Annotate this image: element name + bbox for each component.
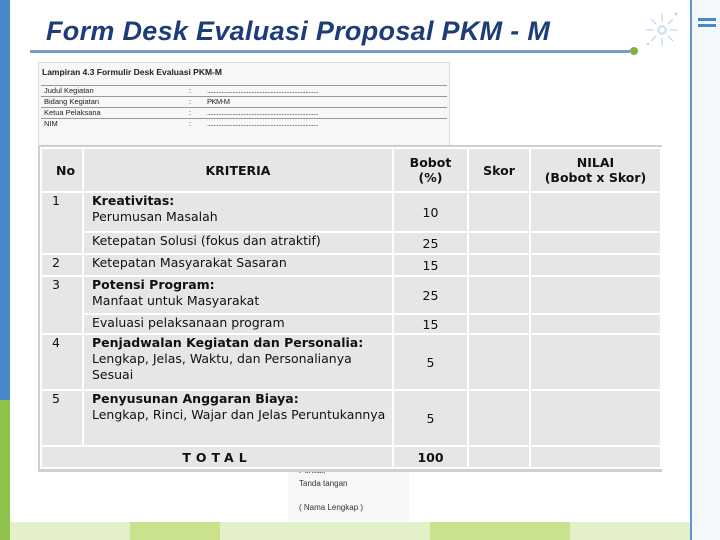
criteria-text: Lengkap, Jelas, Waktu, dan Personalianya Sesuai	[92, 351, 352, 382]
criteria-table	[40, 147, 662, 469]
skor-cell[interactable]	[468, 314, 530, 334]
skor-cell[interactable]	[468, 254, 530, 276]
right-side-panel	[690, 0, 720, 540]
criteria-text: Evaluasi pelaksanaan program	[83, 314, 393, 334]
table-row	[41, 314, 661, 334]
form-field-label: NIM	[44, 119, 58, 128]
row-number: 5	[41, 390, 83, 446]
bobot-cell: 5	[393, 334, 468, 390]
skor-cell[interactable]	[468, 390, 530, 446]
criteria-cell	[83, 390, 393, 446]
slide-title: Form Desk Evaluasi Proposal PKM - M	[46, 16, 551, 46]
signature-line: Tanda tangan	[299, 479, 348, 488]
table-row	[41, 276, 661, 314]
table-row	[41, 390, 661, 446]
skor-cell[interactable]	[468, 276, 530, 314]
form-header-scan	[38, 62, 450, 147]
nilai-cell[interactable]	[530, 254, 661, 276]
sparkle-logo-icon	[638, 4, 686, 52]
nilai-cell[interactable]	[530, 314, 661, 334]
header-kriteria: KRITERIA	[83, 148, 393, 192]
criteria-cell	[83, 276, 393, 314]
form-field-value: ......................................................................	[207, 108, 318, 117]
form-field-colon: :	[189, 97, 192, 106]
nilai-cell[interactable]	[530, 232, 661, 254]
criteria-text: Perumusan Masalah	[92, 209, 218, 224]
total-skor-cell[interactable]	[468, 446, 530, 468]
table-row	[41, 334, 661, 390]
total-nilai-cell[interactable]	[530, 446, 661, 468]
header-bobot-line2: (%)	[418, 170, 443, 185]
table-row	[41, 232, 661, 254]
left-accent-stripe	[0, 0, 10, 540]
bobot-cell: 25	[393, 232, 468, 254]
left-stripe-blue	[0, 0, 10, 400]
criteria-table-frame	[38, 145, 662, 472]
row-number: 4	[41, 334, 83, 390]
nilai-cell[interactable]	[530, 192, 661, 232]
table-total-row	[41, 446, 661, 468]
nilai-cell[interactable]	[530, 334, 661, 390]
criteria-title: Potensi Program:	[92, 277, 215, 292]
bobot-cell: 15	[393, 254, 468, 276]
header-bobot-line1: Bobot	[409, 155, 452, 170]
criteria-title: Penjadwalan Kegiatan dan Personalia:	[92, 335, 364, 350]
signature-name: ( Nama Lengkap )	[299, 503, 364, 512]
form-field-colon: :	[189, 86, 192, 95]
form-heading: Lampiran 4.3 Formulir Desk Evaluasi PKM-M	[42, 67, 222, 77]
row-number: 3	[41, 276, 83, 334]
form-field-colon: :	[189, 108, 192, 117]
table-header-row	[41, 148, 661, 192]
criteria-text: Ketepatan Solusi (fokus dan atraktif)	[83, 232, 393, 254]
form-field-label: Judul Kegiatan	[44, 86, 94, 95]
form-field-value: PKM-M	[207, 97, 230, 106]
row-number: 2	[41, 254, 83, 276]
nilai-cell[interactable]	[530, 276, 661, 314]
title-underline-dot	[630, 47, 638, 55]
skor-cell[interactable]	[468, 192, 530, 232]
left-stripe-green	[0, 400, 10, 540]
criteria-text: Lengkap, Rinci, Wajar dan Jelas Peruntukannya	[92, 407, 386, 422]
total-value: 100	[393, 446, 468, 468]
criteria-title: Kreativitas:	[92, 193, 175, 208]
bobot-cell: 25	[393, 276, 468, 314]
criteria-title: Penyusunan Anggaran Biaya:	[92, 391, 299, 406]
bobot-cell: 15	[393, 314, 468, 334]
criteria-cell	[83, 192, 393, 232]
header-nilai-line2: (Bobot x Skor)	[544, 170, 647, 185]
header-bobot	[393, 148, 468, 192]
table-row	[41, 192, 661, 232]
criteria-text: Manfaat untuk Masyarakat	[92, 293, 260, 308]
bobot-cell: 5	[393, 390, 468, 446]
skor-cell[interactable]	[468, 232, 530, 254]
row-number: 1	[41, 192, 83, 254]
header-no: No	[41, 148, 83, 192]
table-row	[41, 254, 661, 276]
criteria-cell	[83, 334, 393, 390]
bobot-cell: 10	[393, 192, 468, 232]
form-field-label: Bidang Kegiatan	[44, 97, 100, 106]
header-skor: Skor	[468, 148, 530, 192]
form-field-value: ......................................................................	[207, 86, 318, 95]
title-underline	[30, 50, 630, 53]
form-field-label: Ketua Pelaksana	[44, 108, 101, 117]
header-nilai-line1: NILAI	[576, 155, 615, 170]
bottom-band	[10, 522, 690, 540]
skor-cell[interactable]	[468, 334, 530, 390]
header-nilai	[530, 148, 661, 192]
nilai-cell[interactable]	[530, 390, 661, 446]
form-field-value: ......................................................................	[207, 119, 318, 128]
total-label: TOTAL	[41, 446, 393, 468]
form-field-row	[41, 118, 447, 130]
form-field-colon: :	[189, 119, 192, 128]
criteria-text: Ketepatan Masyarakat Sasaran	[83, 254, 393, 276]
